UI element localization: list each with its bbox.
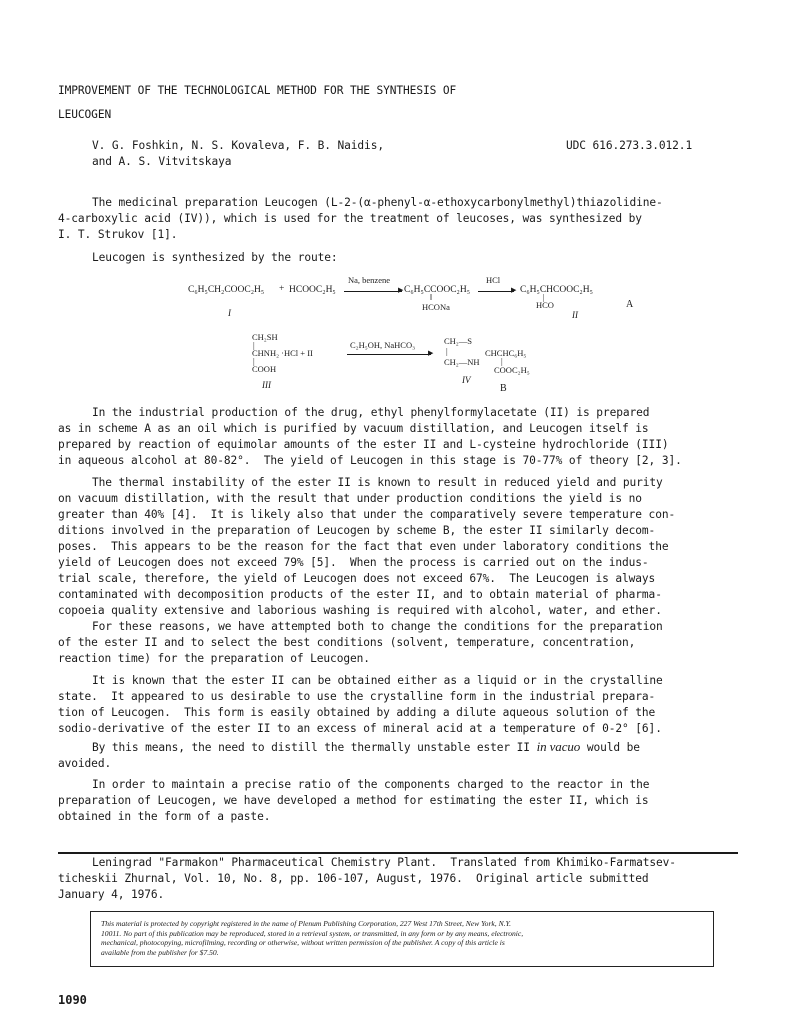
- body-paragraph-2: [58, 476, 738, 618]
- body-paragraph-1: [58, 406, 738, 468]
- body-paragraph-6: [58, 778, 738, 824]
- text-line: 4-carboxylic acid (IV)), which is used for the treatment of leucoses, was synthesized by: [58, 212, 642, 225]
- double-bond-mark: ‖: [430, 293, 433, 302]
- leucogen-ester-group: COOC₂H₅: [494, 365, 530, 375]
- text-line: on vacuum distillation, with the result that under production conditions the yield is no: [58, 492, 642, 505]
- italic-phrase-in-vacuo: in vacuo: [536, 739, 581, 754]
- page-number: 1090: [58, 993, 87, 1007]
- body-paragraph-3: [58, 620, 738, 666]
- bond-mark: |: [253, 356, 255, 366]
- body-paragraph-5: [58, 740, 738, 771]
- text-line: This material is protected by copyright registered in the name of Plenum Publishing Corporation, 227 West 17th Street, New York, N.Y.: [101, 919, 511, 928]
- text-line: state. It appeared to us desirable to use the crystalline form in the industrial prepara-: [58, 690, 656, 703]
- text-line: contaminated with decomposition products of the ester II, and to obtain material of pharma-: [58, 588, 662, 601]
- text-line: poses. This appears to be the reason for the fact that even under laboratory conditions the: [58, 540, 669, 553]
- compound-label-IV: IV: [462, 375, 471, 385]
- reaction-arrow: [347, 354, 431, 355]
- leucogen-ring-line-2: CH₂—NH: [444, 357, 480, 367]
- text-line: yield of Leucogen does not exceed 79% [5]. When the process is carried out on the indus-: [58, 556, 649, 569]
- leucogen-ring-line-1: CH₂—S: [444, 336, 472, 346]
- intro-paragraph: [58, 196, 738, 242]
- bond-mark: |: [446, 346, 448, 356]
- leucogen-side-chain: CHCHC₆H₅: [485, 348, 527, 358]
- text-line: preparation of Leucogen, we have developed a method for estimating the ester II, which is: [58, 794, 649, 807]
- route-intro: Leucogen is synthesized by the route:: [92, 251, 338, 264]
- text-line: ticheskii Zhurnal, Vol. 10, No. 8, pp. 106-107, August, 1976. Original article submitted: [58, 872, 649, 885]
- intermediate-substituent: HCONa: [422, 302, 450, 312]
- text-line: tion of Leucogen. This form is easily obtained by adding a dilute aqueous solution of the: [58, 706, 656, 719]
- intermediate-sodio-derivative: C₆H₅CCOOC₂H₅: [404, 285, 471, 295]
- text-run: would be: [580, 741, 640, 754]
- reaction-arrow: [478, 291, 514, 292]
- scheme-label-B: B: [500, 383, 507, 394]
- text-line: For these reasons, we have attempted both to change the conditions for the preparation: [92, 620, 663, 633]
- text-line: In the industrial production of the drug, ethyl phenylformylacetate (II) is prepared: [92, 406, 650, 419]
- text-line: It is known that the ester II can be obtained either as a liquid or in the crystalline: [92, 674, 663, 687]
- text-line: 10011. No part of this publication may be reproduced, stored in a retrieval system, or transmitted, in any form or by any means, electronic,: [101, 928, 524, 938]
- scheme-label-A: A: [626, 299, 634, 310]
- article-title-line-2: LEUCOGEN: [58, 108, 112, 121]
- footnote-divider: [58, 852, 738, 854]
- plus-sign: +: [279, 284, 285, 294]
- text-line: copoeia quality extensive and laborious washing is required with alcohol, water, and ether.: [58, 604, 662, 617]
- text-line: I. T. Strukov [1].: [58, 228, 178, 241]
- authors-line-1: V. G. Foshkin, N. S. Kovaleva, F. B. Naidis,: [92, 139, 384, 152]
- authors-line-2: and A. S. Vitvitskaya: [92, 155, 232, 168]
- text-line: available from the publisher for $7.50.: [101, 947, 219, 957]
- footnote: [58, 856, 738, 902]
- cysteine-line-1: CH₂SH: [252, 332, 278, 342]
- reactant-phenylacetate: C₆H₅CH₂COOC₂H₅: [188, 285, 265, 295]
- article-title-line-1: IMPROVEMENT OF THE TECHNOLOGICAL METHOD FOR THE SYNTHESIS OF: [58, 84, 457, 97]
- body-paragraph-4: [58, 674, 738, 736]
- text-line: of the ester II and to select the best conditions (solvent, temperature, concentration,: [58, 636, 636, 649]
- text-line: as in scheme A as an oil which is purified by vacuum distillation, and Leucogen itself is: [58, 422, 649, 435]
- cysteine-line-3: COOH: [252, 364, 277, 374]
- reaction-arrow: [344, 291, 402, 292]
- text-line: prepared by reaction of equimolar amounts of the ester II and L-cysteine hydrochloride (III): [58, 438, 669, 451]
- text-line: In order to maintain a precise ratio of the components charged to the reactor in the: [92, 778, 650, 791]
- text-line: ditions involved in the preparation of Leucogen by scheme B, the ester II similarly decom-: [58, 524, 656, 537]
- text-line: mechanical, photocopying, microfilming, recording or otherwise, without written permission of the publisher. A copy of this article is: [101, 938, 505, 948]
- text-line: sodio-derivative of the ester II to an excess of mineral acid at a temperature of 0-2° [6].: [58, 722, 662, 735]
- product-ester-II: C₆H₅CHCOOC₂H₅: [520, 285, 593, 295]
- copyright-notice-text: [101, 919, 701, 957]
- text-line: [58, 740, 738, 755]
- compound-label-I: I: [228, 308, 231, 318]
- udc-code: UDC 616.273.3.012.1: [566, 139, 693, 152]
- text-line: avoided.: [58, 757, 112, 770]
- arrow-head: ▶: [428, 349, 434, 357]
- text-run: By this means, the need to distill the thermally unstable ester II: [92, 741, 537, 754]
- reactant-ethyl-formate: HCOOC₂H₅: [289, 285, 336, 295]
- compound-label-II: II: [572, 310, 578, 320]
- bond-mark: |: [253, 340, 255, 350]
- condition-ethanol-bicarbonate: C₂H₅OH, NaHCO₃: [350, 340, 416, 350]
- bond-mark: |: [501, 356, 503, 366]
- text-line: January 4, 1976.: [58, 888, 165, 901]
- cysteine-line-2: CHNH₂ ·HCl + II: [252, 348, 313, 358]
- text-line: Leningrad "Farmakon" Pharmaceutical Chemistry Plant. Translated from Khimiko-Farmatsev-: [92, 856, 676, 869]
- arrow-head: ▶: [398, 286, 404, 294]
- text-line: obtained in the form of a paste.: [58, 810, 271, 823]
- product-substituent: HCO: [536, 300, 554, 310]
- condition-na-benzene: Na, benzene: [348, 275, 391, 285]
- text-line: trial scale, therefore, the yield of Leucogen does not exceed 67%. The Leucogen is always: [58, 572, 656, 585]
- condition-hcl: HCl: [486, 275, 501, 285]
- bond-mark: |: [543, 293, 545, 302]
- text-line: in aqueous alcohol at 80-82°. The yield of Leucogen in this stage is 70-77% of theory [2, 3].: [58, 454, 682, 467]
- text-line: greater than 40% [4]. It is likely also that under the comparatively severe temperature con-: [58, 508, 676, 521]
- compound-label-III: III: [262, 380, 271, 390]
- arrow-head: ▶: [511, 286, 517, 294]
- text-line: The thermal instability of the ester II is known to result in reduced yield and purity: [92, 476, 663, 489]
- text-line: reaction time) for the preparation of Leucogen.: [58, 652, 370, 665]
- text-line: The medicinal preparation Leucogen (L-2-(α-phenyl-α-ethoxycarbonylmethyl)thiazolidine-: [92, 196, 663, 209]
- copyright-notice-box: [90, 911, 714, 967]
